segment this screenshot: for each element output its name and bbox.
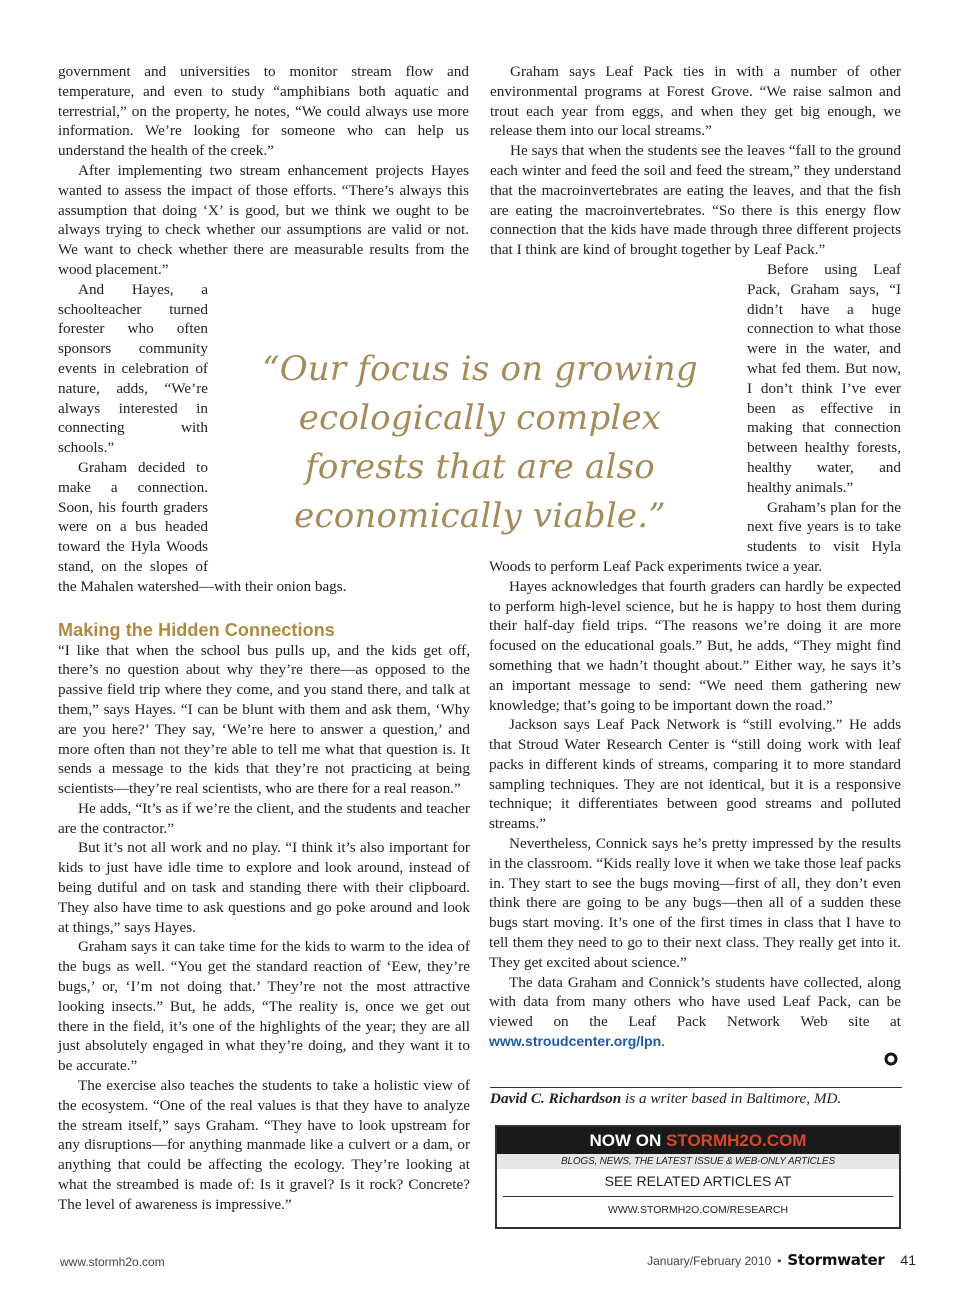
footer-date: January/February 2010 (647, 1254, 772, 1268)
footer-folio (647, 1251, 916, 1269)
section-subhead: Making the Hidden Connections (58, 619, 335, 640)
left-column (58, 62, 470, 1215)
body-paragraph: Nevertheless, Connick says he’s pretty impressed by the results in the classroom. “Kids really love it when we take those leaf packs in. They start to see the bugs moving—first of all, they don’t even think there are going to be any bugs—then all of a sudden these bugs start moving. It’s one of the first times in class that I have to tell them they need to go to their next class. They really get into it. They get excited about science.” (489, 835, 901, 971)
body-paragraph: Jackson says Leaf Pack Network is “still evolving.” He adds that Stroud Water Research Center is “still doing work with leaf packs in different kinds of streams, comparing it to more standard sampling techniques. They are not identical, but it is a responsive technique; it differentiates between good streams and polluted streams.” (489, 716, 901, 833)
stroud-center-link[interactable]: www.stroudcenter.org/lpn (489, 1033, 662, 1050)
promo-url-link[interactable]: WWW.STORMH2O.COM/RESEARCH (607, 1204, 789, 1216)
pull-quote: “Our focus is on growing ecologically complex forests that are also economically viable.” (262, 349, 698, 536)
closing-period: . (661, 1033, 665, 1051)
web-promo-box[interactable] (495, 1125, 901, 1229)
right-column (489, 62, 901, 1052)
footer-magazine-name: Stormwater (787, 1251, 885, 1269)
promo-now-on: NOW ON (589, 1131, 667, 1150)
body-paragraph: But it’s not all work and no play. “I think it’s also important for kids to just have idle time to explore and look around, instead of being dutiful and on task and standing there with their clipboard. They also have time to ask questions and go poke around and look at things,” says Hayes. (58, 839, 470, 936)
page-number: 41 (900, 1252, 916, 1268)
body-paragraph: Graham’s plan for the next five years is to take students to visit Hyla Woods to perform Leaf Pack experiments twice a year. (489, 498, 901, 575)
body-paragraph: Before using Leaf Pack, Graham says, “I didn’t have a huge connection to what those were in the water, and what fed them. But now, I don’t think I’ve ever been as effective in making that connection between healthy forests, healthy water, and healthy animals.” (747, 260, 901, 496)
closing-text: The data Graham and Connick’s students have collected, along with data from many others who have used Leaf Pack, can be viewed on the Leaf Pack Network Web site at (489, 973, 901, 1031)
pullquote-spacer-left-top (469, 62, 470, 272)
body-paragraph: He says that when the students see the leaves “fall to the ground each winter and feed the soil and feed the stream,” they understand that the macroinvertebrates are eating the leaves, and that the fish are eating the macroinvertebrates. “So there is this energy flow connection that the kids have made through three different projects that I think are kind of brought together by Leaf Pack.” (490, 142, 901, 259)
author-name: David C. Richardson (490, 1090, 622, 1107)
body-paragraph: Graham says it can take time for the kids to warm to the idea of the bugs as well. “You get the standard reaction of ‘Eew, they’re bugs,’ or, ‘I’m not doing that.’ They’re not the most attractive looking insects.” But, he adds, “The reality is, once we get out there in the field, it’s one of the highlights of the year; they are all just absolutely engaged in what they’re doing, and they want it to be accurate.” (58, 938, 470, 1075)
byline-rule (490, 1087, 902, 1088)
promo-subtitle: BLOGS, NEWS, THE LATEST ISSUE & WEB-ONLY ARTICLES (497, 1154, 899, 1169)
promo-see-related: SEE RELATED ARTICLES AT (604, 1173, 792, 1189)
end-mark-icon (884, 1052, 898, 1066)
body-paragraph: Graham decided to make a connection. Soon, his fourth graders were on a bus headed toward the Hyla Woods stand, on the slopes of the Mahalen watershed—with their onion bags. (58, 458, 347, 595)
body-paragraph: Graham says Leaf Pack ties in with a number of other environmental programs at Forest Grove. “We raise salmon and trout each year from eggs, and when they get big enough, we release them into our local streams.” (490, 63, 901, 140)
body-paragraph (489, 973, 901, 1052)
body-paragraph: Hayes acknowledges that fourth graders can hardly be expected to perform high-level science, but he is happy to host them during their half-day field trips. “The reasons we’re doing it are more focused on the educational goals.” But, he adds, “They might find something that we hadn’t thought about.” Either way, he says it’s an important message to send: “We need them gathering new knowledge; that’s going to be important down the road.” (489, 577, 901, 714)
body-paragraph: After implementing two stream enhancement projects Hayes wanted to assess the impact of those efforts. “There’s always this assumption that doing ‘X’ is good, but we think we ought to be always trying to check whether our assumptions are valid or not. We want to check whether there are measurable results from the wood placement.” (58, 161, 469, 278)
promo-header (497, 1127, 899, 1154)
author-bio: is a writer based in Baltimore, MD. (621, 1090, 842, 1107)
footer-bullet: • (777, 1254, 782, 1268)
body-paragraph: “I like that when the school bus pulls up, and the kids get off, there’s no question about why they’re there—as opposed to the passive field trip where they come, and you stand there, and talk at them,” says Hayes. “I can be blunt with them and ask them, ‘Why are you here?’ They say, ‘We’re here to answer a question,’ and more often than not they’re able to tell me what that question is. It sends a message to the kids that they’re not practicing at being scientists—they’re real scientists, who are there for a real reason.” (58, 641, 470, 798)
byline (490, 1090, 910, 1108)
promo-divider (503, 1196, 893, 1197)
body-paragraph: government and universities to monitor stream flow and temperature, and even to study “amphibians both aquatic and terrestrial,” on the property, he notes, “We could always use more information. We’re looking for someone who can help us understand the health of the creek.” (58, 63, 469, 160)
body-paragraph: The exercise also teaches the students to take a holistic view of the ecosystem. “One of the real values is that they have to analyze the stream itself,” says Graham. “They have to look upstream for any disruptions—for anything manmade like a culvert or a dam, or anything that could be affecting the ecology. They’re looking at what the streambed is made of: Is it gravel? Is it rock? Concrete? The level of awareness is impressive.” (58, 1077, 470, 1213)
footer-website: www.stormh2o.com (60, 1255, 165, 1269)
body-paragraph: He adds, “It’s as if we’re the client, and the students and teacher are the contractor.” (58, 799, 470, 837)
promo-site: STORMH2O.COM (666, 1131, 807, 1150)
body-paragraph: And Hayes, a schoolteacher turned forester who often sponsors community events in celebration of nature, adds, “We’re always interested in connecting with schools.” (58, 280, 208, 457)
